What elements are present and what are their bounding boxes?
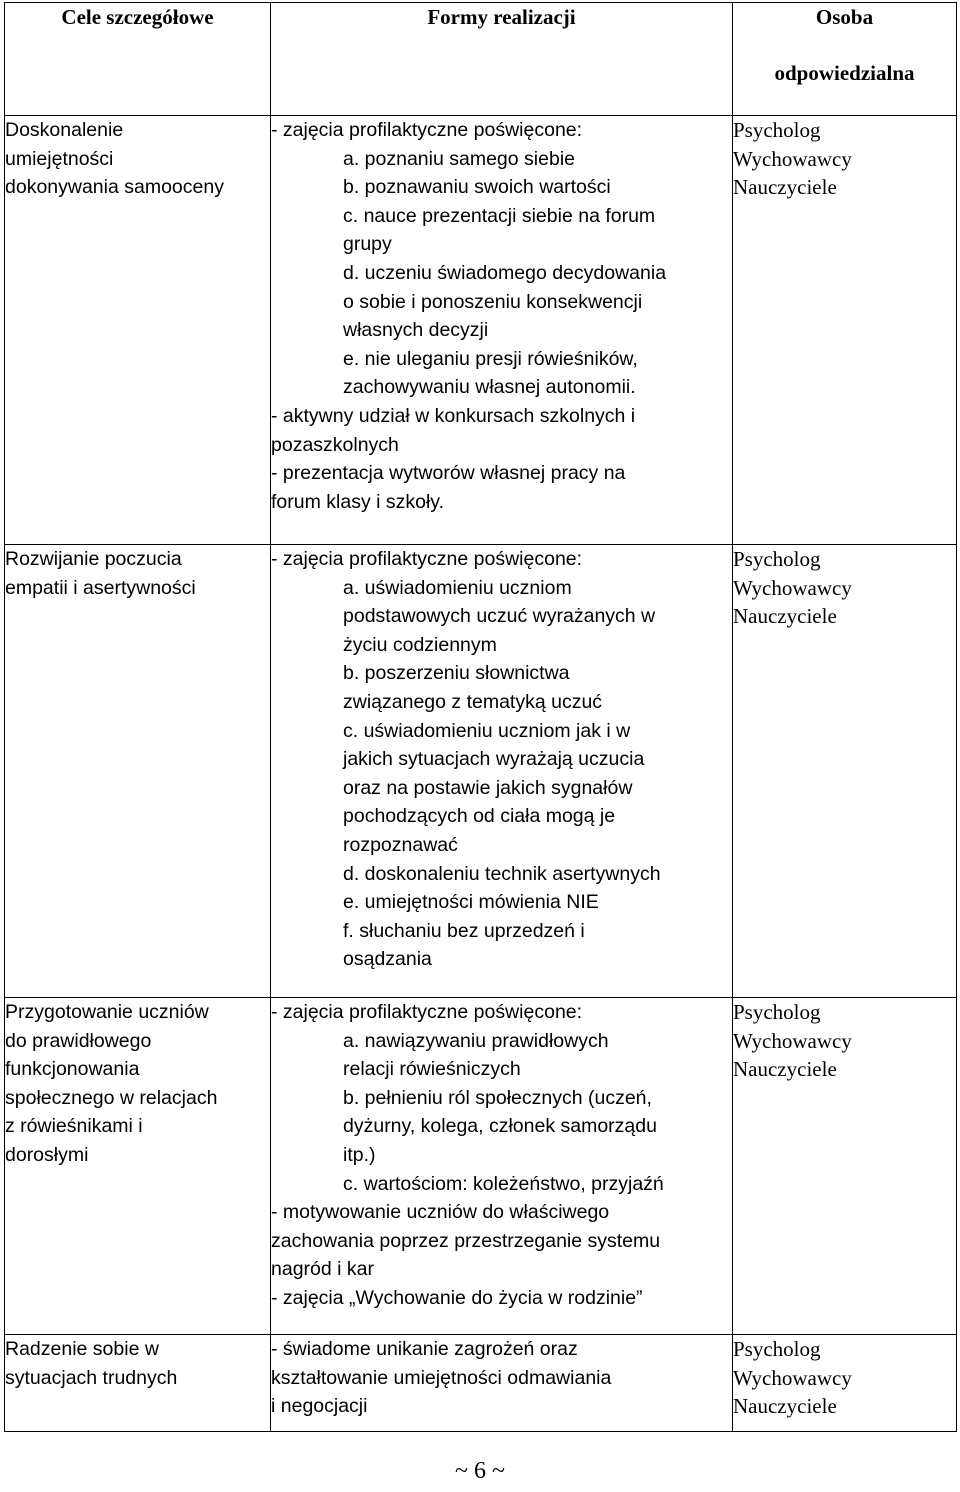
responsible-person: Wychowawcy: [733, 1365, 852, 1390]
page-number: ~ 6 ~: [455, 1458, 505, 1484]
form-subitem-line: grupy: [343, 233, 392, 256]
header-goals-label: Cele szczegółowe: [61, 5, 214, 29]
form-subitem-line: o sobie i ponoszeniu konsekwencji: [343, 290, 643, 313]
header-forms: [271, 3, 733, 116]
form-item-line: - zajęcia „Wychowanie do życia w rodzinie”: [271, 1286, 643, 1309]
form-subitem-line: dyżurny, kolega, członek samorządu: [343, 1115, 657, 1138]
header-responsible-line2: odpowiedzialna: [774, 61, 915, 85]
form-subitem-line: b. poznawaniu swoich wartości: [343, 176, 611, 199]
form-subitem-line: itp.): [343, 1143, 376, 1166]
form-subitem-line: a. uświadomieniu uczniom: [343, 576, 572, 599]
responsible-cell: [733, 545, 957, 998]
goal-text-line: dorosłymi: [5, 1143, 89, 1166]
form-item-line: - aktywny udział w konkursach szkolnych i: [271, 404, 636, 427]
responsible-person: Psycholog: [733, 1000, 821, 1024]
form-subitem-line: c. nauce prezentacji siebie na forum: [343, 204, 656, 227]
form-subitem-line: d. uczeniu świadomego decydowania: [343, 261, 667, 284]
table-row: [5, 116, 957, 545]
goal-text-line: Rozwijanie poczucia: [5, 548, 182, 570]
header-responsible-line1: Osoba: [815, 5, 874, 29]
goal-text-line: Doskonalenie: [5, 119, 124, 141]
form-item-line: kształtowanie umiejętności odmawiania: [271, 1366, 612, 1389]
goal-text-line: Radzenie sobie w: [5, 1338, 159, 1360]
responsible-person: Psycholog: [733, 1337, 821, 1361]
table-row: [5, 545, 957, 998]
form-subitem-line: relacji rówieśniczych: [343, 1058, 521, 1081]
forms-cell: [271, 116, 733, 545]
header-forms-label: Formy realizacji: [427, 5, 576, 29]
form-item-line: nagród i kar: [271, 1258, 374, 1281]
responsible-person: Wychowawcy: [733, 1028, 852, 1053]
form-item-line: - motywowanie uczniów do właściwego: [271, 1201, 610, 1224]
form-subitem-line: f. słuchaniu bez uprzedzeń i: [343, 919, 585, 942]
responsible-person: Nauczyciele: [733, 604, 837, 629]
form-subitem-line: e. nie uleganiu presji rówieśników,: [343, 347, 638, 370]
table-row: [5, 1335, 957, 1432]
form-subitem-line: a. poznaniu samego siebie: [343, 147, 575, 170]
goal-text-line: z rówieśnikami i: [5, 1115, 143, 1138]
goal-text-line: Przygotowanie uczniów: [5, 1001, 209, 1023]
goal-cell: [5, 1335, 271, 1432]
responsible-cell: [733, 1335, 957, 1432]
form-subitem-line: życiu codziennym: [343, 633, 497, 656]
goal-text-line: empatii i asertywności: [5, 576, 196, 599]
form-subitem-line: c. wartościom: koleżeństwo, przyjaźń: [343, 1172, 664, 1195]
goal-text-line: do prawidłowego: [5, 1029, 152, 1052]
form-subitem-line: jakich sytuacjach wyrażają uczucia: [343, 748, 645, 771]
goal-text-line: sytuacjach trudnych: [5, 1366, 178, 1389]
program-table: [4, 2, 957, 1432]
responsible-person: Nauczyciele: [733, 175, 837, 200]
forms-cell: [271, 545, 733, 998]
header-goals: [5, 3, 271, 116]
form-item-line: - świadome unikanie zagrożeń oraz: [271, 1338, 578, 1360]
form-item-line: - prezentacja wytworów własnej pracy na: [271, 462, 626, 485]
responsible-cell: [733, 116, 957, 545]
forms-cell: [271, 1335, 733, 1432]
form-item-line: - zajęcia profilaktyczne poświęcone:: [271, 119, 583, 141]
form-subitem-line: b. poszerzeniu słownictwa: [343, 662, 570, 685]
form-subitem-line: e. umiejętności mówienia NIE: [343, 891, 599, 914]
form-item-line: - zajęcia profilaktyczne poświęcone:: [271, 1001, 583, 1023]
goal-text-line: funkcjonowania: [5, 1058, 140, 1081]
form-item-line: forum klasy i szkoły.: [271, 490, 445, 513]
form-subitem-line: pochodzących od ciała mogą je: [343, 805, 616, 828]
form-subitem-line: a. nawiązywaniu prawidłowych: [343, 1029, 609, 1052]
responsible-person: Nauczyciele: [733, 1394, 837, 1419]
form-subitem-line: b. pełnieniu ról społecznych (uczeń,: [343, 1086, 652, 1109]
form-subitem-line: c. uświadomieniu uczniom jak i w: [343, 719, 631, 742]
forms-cell: [271, 998, 733, 1335]
form-subitem-line: rozpoznawać: [343, 833, 458, 856]
responsible-person: Psycholog: [733, 118, 821, 142]
goal-text-line: społecznego w relacjach: [5, 1086, 218, 1109]
responsible-person: Wychowawcy: [733, 575, 852, 600]
form-subitem-line: zachowywaniu własnej autonomii.: [343, 376, 636, 399]
form-subitem-line: podstawowych uczuć wyrażanych w: [343, 605, 656, 628]
form-subitem-line: osądzania: [343, 948, 432, 971]
header-responsible: [733, 3, 957, 116]
goal-cell: [5, 998, 271, 1335]
responsible-person: Psycholog: [733, 547, 821, 571]
form-item-line: zachowania poprzez przestrzeganie systemu: [271, 1229, 661, 1252]
responsible-person: Wychowawcy: [733, 146, 852, 171]
form-item-line: i negocjacji: [271, 1395, 368, 1418]
form-item-line: - zajęcia profilaktyczne poświęcone:: [271, 548, 583, 570]
responsible-person: Nauczyciele: [733, 1057, 837, 1082]
goal-cell: [5, 545, 271, 998]
form-subitem-line: oraz na postawie jakich sygnałów: [343, 776, 633, 799]
table-row: [5, 998, 957, 1335]
form-item-line: pozaszkolnych: [271, 433, 399, 456]
goal-cell: [5, 116, 271, 545]
form-subitem-line: własnych decyzji: [343, 319, 489, 342]
responsible-cell: [733, 998, 957, 1335]
table-header-row: [5, 3, 957, 116]
goal-text-line: dokonywania samooceny: [5, 176, 224, 199]
form-subitem-line: związanego z tematyką uczuć: [343, 690, 603, 713]
form-subitem-line: d. doskonaleniu technik asertywnych: [343, 862, 661, 885]
goal-text-line: umiejętności: [5, 147, 114, 170]
